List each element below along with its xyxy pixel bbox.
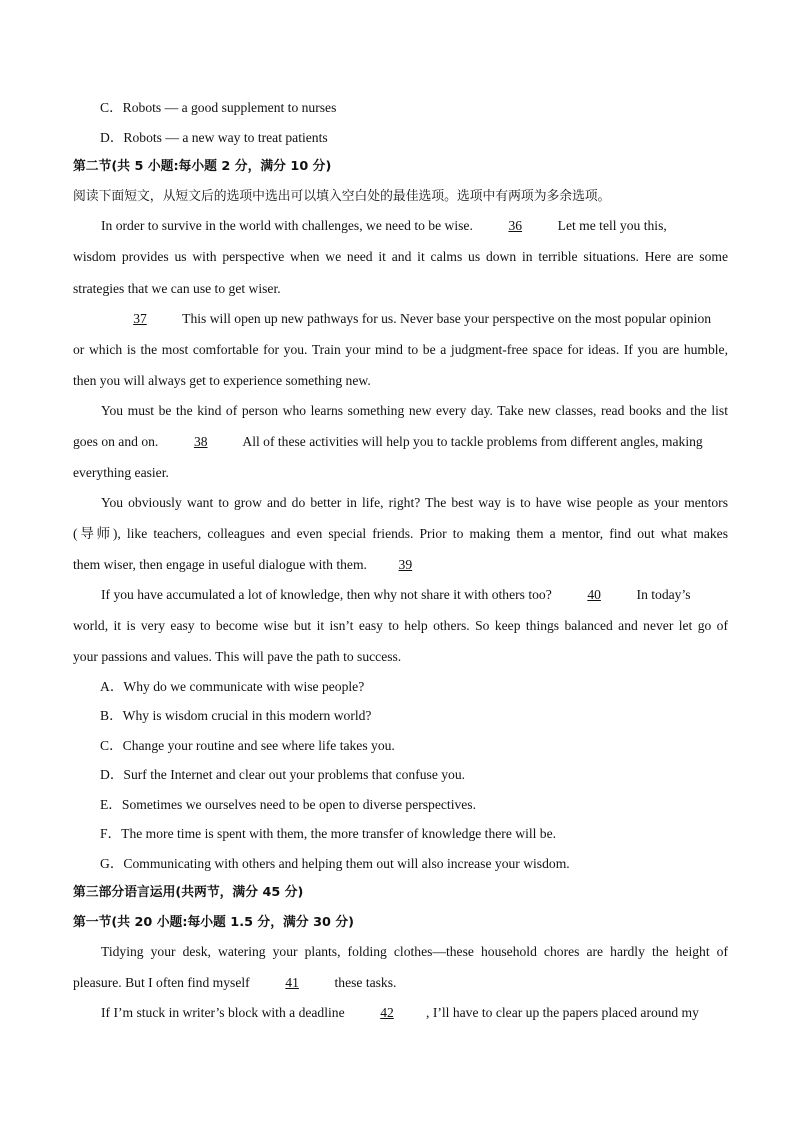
passage-line: everything easier.	[73, 465, 169, 480]
passage-line	[101, 1004, 728, 1022]
passage-line	[73, 556, 728, 574]
passage-text: these tasks.	[334, 975, 397, 990]
passage-line: You must be the kind of person who learns something new every day. Take new classes, read books and the list	[101, 403, 728, 418]
passage-line: You obviously want to grow and do better in life, right? The best way is to have wise people as your mentors	[101, 495, 728, 510]
passage-line: then you will always get to experience something new.	[73, 373, 371, 388]
option-d-prev: D．Robots — a new way to treat patients	[100, 130, 328, 145]
option-c: C．Change your routine and see where life takes you.	[100, 738, 395, 753]
part3-section1-heading: 第一节(共 20 小题:每小题 1.5 分，满分 30 分)	[73, 915, 354, 930]
passage-line: wisdom provides us with perspective when we need it and it calms us down in terrible situations. Here are some	[73, 249, 728, 264]
passage-line	[101, 586, 728, 604]
option-d: D．Surf the Internet and clear out your problems that confuse you.	[100, 767, 466, 782]
blank-40: 40	[587, 587, 601, 602]
blank-41: 41	[285, 975, 299, 990]
option-a: A．Why do we communicate with wise people?	[100, 679, 365, 694]
passage-line: Tidying your desk, watering your plants, folding clothes—these household chores are hardly the height of	[101, 944, 728, 959]
passage-line: world, it is very easy to become wise but it isn’t easy to help others. So keep things balanced and never let go of	[73, 618, 728, 633]
passage-line: or which is the most comfortable for you. Train your mind to be a judgment-free space for ideas. If you are humble,	[73, 342, 728, 357]
passage-line: your passions and values. This will pave the path to success.	[73, 649, 402, 664]
option-b: B．Why is wisdom crucial in this modern world?	[100, 708, 372, 723]
passage-line	[73, 433, 728, 451]
passage-line: strategies that we can use to get wiser.	[73, 281, 281, 296]
passage-text: In today’s	[636, 587, 691, 602]
passage-text: If I’m stuck in writer’s block with a deadline	[101, 1005, 345, 1020]
passage-line: (导师), like teachers, colleagues and even special friends. Prior to making them a mentor, find out what makes	[73, 526, 728, 541]
blank-39: 39	[398, 557, 413, 572]
passage-line	[101, 217, 728, 235]
passage-text: In order to survive in the world with challenges, we need to be wise.	[101, 218, 473, 233]
passage-text: them wiser, then engage in useful dialogue with them.	[73, 557, 367, 572]
passage-line	[73, 974, 728, 992]
option-f: F．The more time is spent with them, the more transfer of knowledge there will be.	[100, 826, 557, 841]
blank-42: 42	[380, 1005, 394, 1020]
option-c-prev: C．Robots — a good supplement to nurses	[100, 100, 337, 115]
passage-text: Let me tell you this,	[557, 218, 667, 233]
passage-text: If you have accumulated a lot of knowledge, then why not share it with others too?	[101, 587, 552, 602]
passage-text: All of these activities will help you to tackle problems from different angles, making	[242, 434, 703, 449]
section2-instruction: 阅读下面短文，从短文后的选项中选出可以填入空白处的最佳选项。选项中有两项为多余选项。	[73, 189, 611, 204]
option-e: E．Sometimes we ourselves need to be open to diverse perspectives.	[100, 797, 476, 812]
passage-line	[101, 310, 728, 328]
blank-37: 37	[133, 311, 147, 326]
option-g: G．Communicating with others and helping them out will also increase your wisdom.	[100, 856, 570, 871]
blank-36: 36	[508, 218, 523, 233]
passage-text: , I’ll have to clear up the papers placed around my	[426, 1005, 699, 1020]
section2-heading: 第二节(共 5 小题:每小题 2 分，满分 10 分)	[73, 159, 332, 174]
passage-text: This will open up new pathways for us. Never base your perspective on the most popular opinion	[182, 311, 712, 326]
passage-text: goes on and on.	[73, 434, 159, 449]
blank-38: 38	[193, 434, 208, 449]
part3-heading: 第三部分语言运用(共两节，满分 45 分)	[73, 885, 304, 900]
passage-text: pleasure. But I often find myself	[73, 975, 250, 990]
